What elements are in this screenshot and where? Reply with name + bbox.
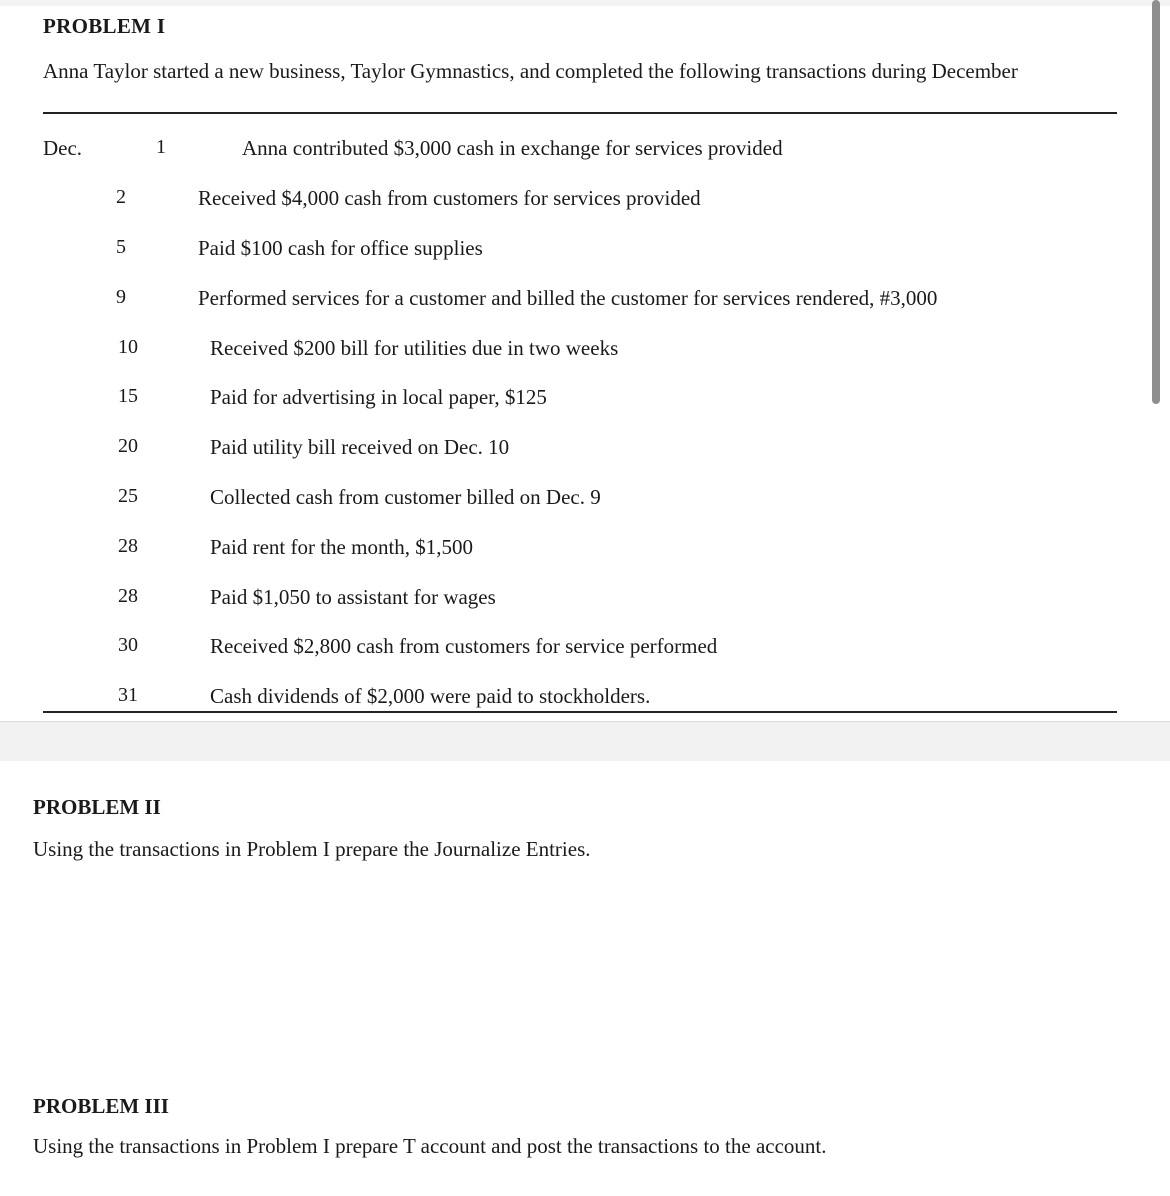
- transaction-day: 1: [156, 136, 166, 158]
- transaction-day: 31: [118, 684, 138, 706]
- page-break-band: [0, 721, 1170, 761]
- transaction-text: Paid $100 cash for office supplies: [198, 236, 483, 260]
- transaction-day: 28: [118, 585, 138, 607]
- transaction-row: [0, 236, 1140, 266]
- transaction-text: Cash dividends of $2,000 were paid to stockholders.: [210, 684, 651, 708]
- problem3-title: PROBLEM III: [33, 1094, 169, 1118]
- problem3-text: Using the transactions in Problem I prepare T account and post the transactions to the account.: [33, 1134, 827, 1158]
- transaction-row: [0, 634, 1140, 664]
- transaction-text: Anna contributed $3,000 cash in exchange for services provided: [242, 136, 783, 160]
- problem2-text: Using the transactions in Problem I prepare the Journalize Entries.: [33, 837, 591, 861]
- transaction-text: Collected cash from customer billed on Dec. 9: [210, 485, 601, 509]
- transaction-day: 5: [116, 236, 126, 258]
- transaction-row: [0, 585, 1140, 615]
- transaction-text: Received $200 bill for utilities due in two weeks: [210, 336, 619, 360]
- transaction-day: 25: [118, 485, 138, 507]
- transaction-day: 20: [118, 435, 138, 457]
- transaction-text: Received $4,000 cash from customers for services provided: [198, 186, 701, 210]
- transaction-row: [0, 186, 1140, 216]
- problem1-intro: Anna Taylor started a new business, Taylor Gymnastics, and completed the following transactions during December: [43, 59, 1018, 83]
- transaction-row: [0, 485, 1140, 515]
- transaction-row: [0, 385, 1140, 415]
- top-strip: [0, 0, 1170, 6]
- transaction-text: Paid $1,050 to assistant for wages: [210, 585, 496, 609]
- scrollbar-thumb[interactable]: [1152, 0, 1160, 404]
- transaction-row: [0, 435, 1140, 465]
- transaction-text: Performed services for a customer and billed the customer for services rendered, #3,000: [198, 286, 938, 310]
- problem2-title: PROBLEM II: [33, 795, 161, 819]
- transaction-row: [0, 535, 1140, 565]
- transaction-row: [0, 286, 1140, 316]
- transaction-day: 30: [118, 634, 138, 656]
- transaction-text: Paid utility bill received on Dec. 10: [210, 435, 510, 459]
- transaction-row: [0, 136, 1140, 166]
- table-top-rule: [43, 112, 1117, 114]
- transaction-row: [0, 684, 1140, 714]
- transaction-text: Received $2,800 cash from customers for service performed: [210, 634, 718, 658]
- transaction-day: 2: [116, 186, 126, 208]
- transaction-day: 9: [116, 286, 126, 308]
- page-break-line: [0, 721, 1170, 722]
- transaction-day: 10: [118, 336, 138, 358]
- month-label: Dec.: [43, 136, 83, 160]
- problem1-title: PROBLEM I: [43, 14, 166, 38]
- transaction-day: 28: [118, 535, 138, 557]
- transaction-row: [0, 336, 1140, 366]
- transaction-day: 15: [118, 385, 138, 407]
- transaction-text: Paid rent for the month, $1,500: [210, 535, 474, 559]
- table-bottom-rule: [43, 711, 1117, 713]
- transaction-text: Paid for advertising in local paper, $125: [210, 385, 547, 409]
